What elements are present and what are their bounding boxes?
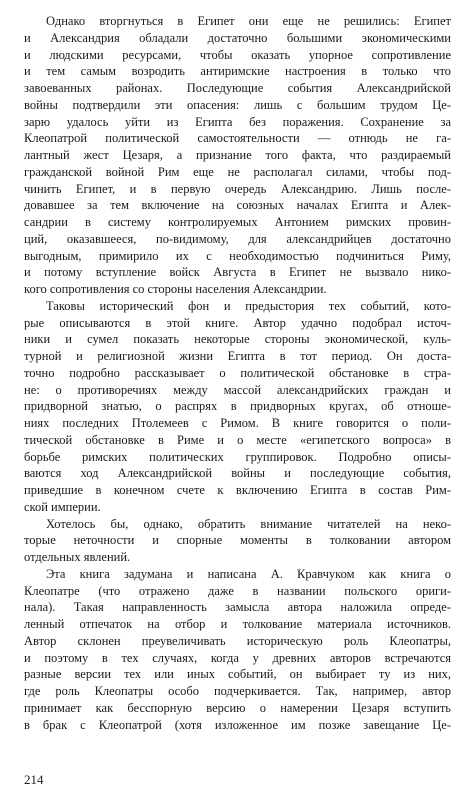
text-line: рые описываются в этой книге. Автор удачно подобрал источ-: [24, 315, 451, 330]
page-number: 214: [24, 772, 44, 787]
text-line: борьбе римских политических группировок. Подробно описы-: [24, 449, 451, 464]
text-line: Таковы исторический фон и предыстория тех событий, кото-: [46, 298, 451, 313]
text-line: приведшие в конечном счете к включению Египта в состав Рим-: [24, 483, 451, 497]
text-line: Эта книга задумана и написана А. Кравчуком как книга о: [46, 566, 451, 581]
text-line: придворной знатью, о распрях в придворных кругах, об отноше-: [24, 399, 451, 414]
text-line: зарю удалось уйти из Египта без поражения. Сохранение за: [24, 114, 451, 129]
paragraph: [24, 516, 451, 566]
text-line: довавшее за тем включение на союзных началах Египта и Алек-: [24, 198, 451, 213]
text-line: выгодным, примирило их с необходимостью подчиниться Риму,: [24, 248, 451, 263]
paragraph: [24, 298, 451, 516]
text-line: Однако вторгнуться в Египет они еще не решились: Египет: [46, 14, 451, 28]
text-line: чинить Египет, и в первую очередь Александрию. Лишь после-: [24, 181, 451, 196]
text-line: и людскими ресурсами, чтобы оказать упорное сопротивление: [24, 47, 451, 62]
text-line: ники и сумел показать некоторые стороны экономической, куль-: [24, 332, 451, 347]
book-page: [24, 13, 451, 733]
text-line: Хотелось бы, однако, обратить внимание читателей на неко-: [46, 516, 451, 531]
text-line: и потому вступление войск Августа в Египет не вызвало нико-: [24, 265, 451, 280]
text-line: в брак с Клеопатрой (хотя изложенное им позже завещание Це-: [24, 717, 451, 732]
text-line: принимает как бесспорную версию о намерении Цезаря вступить: [24, 700, 451, 715]
text-line: кого сопротивления со стороны населения Александрии.: [24, 282, 327, 296]
text-line: и Александрия обладали достаточно большими экономическими: [24, 30, 451, 45]
body-text: [24, 13, 451, 733]
text-line: и поэтому в тех случаях, когда у древних авторов встречаются: [24, 650, 451, 665]
text-line: Автор склонен преувеличивать историческую роль Клеопатры,: [24, 633, 451, 648]
text-line: войны подтвердили эти опасения: лишь с большим трудом Це-: [24, 97, 451, 112]
text-line: ваются ход Александрийской войны и последующие события,: [24, 466, 451, 481]
text-line: лантный жест Цезаря, а признание того факта, что раздираемый: [24, 148, 451, 162]
paragraph: [24, 13, 451, 298]
text-line: разные версии тех или иных событий, он выбирает ту из них,: [24, 667, 451, 682]
text-line: ниях последних Птолемеев с Римом. В книге говорится о поли-: [24, 416, 451, 430]
text-line: ций, оказавшееся, по-видимому, для александрийцев достаточно: [24, 231, 451, 246]
text-line: Клеопатрой политической самостоятельности — отнюдь не га-: [24, 131, 451, 146]
text-line: ской империи.: [24, 499, 101, 514]
text-line: нала). Такая направленность замысла автора наложила опреде-: [24, 600, 451, 615]
text-line: тической обстановке в Риме и о месте «египетского вопроса» в: [24, 432, 451, 447]
text-line: Клеопатре (что отражено даже в названии польского ориги-: [24, 583, 451, 598]
text-line: торые неточности и спорные моменты в толковании автором: [24, 533, 451, 548]
text-line: сандрии в систему контролируемых Антонием римских провин-: [24, 215, 451, 229]
paragraph: [24, 566, 451, 734]
text-line: где роль Клеопатры особо подчеркивается. Так, например, автор: [24, 684, 451, 698]
text-line: точно подробно рассказывает о политической обстановке в стра-: [24, 365, 451, 380]
text-line: турной и религиозной жизни Египта в тот период. Он доста-: [24, 349, 451, 363]
text-line: отдельных явлений.: [24, 550, 131, 564]
text-line: гражданской войной Рим еще не располагал силами, чтобы под-: [24, 164, 451, 179]
text-line: и тем самым возродить антиримские настроения в только что: [24, 64, 451, 79]
text-line: завоеванных районах. Последующие события Александрийской: [24, 81, 451, 95]
text-line: ленный отпечаток на отбор и толкование материала источников.: [24, 617, 451, 631]
text-line: не: о противоречиях между массой александрийских граждан и: [24, 382, 451, 397]
